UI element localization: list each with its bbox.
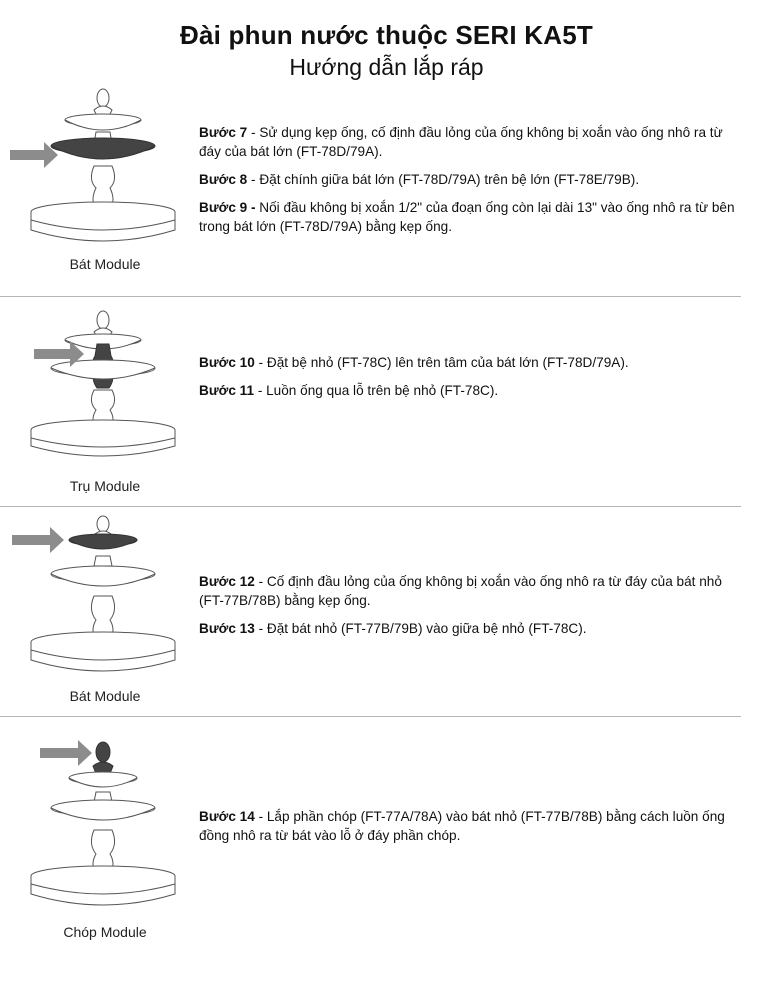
steps-list <box>199 353 744 409</box>
step-label: Bước 11 <box>199 383 255 398</box>
section-divider <box>0 716 741 717</box>
step-text: - Lắp phần chóp (FT-77A/78A) vào bát nhỏ (FT-77B/78B) bằng cách luồn ống đồng nhô ra từ bát vào lỗ ở đáy phần chóp. <box>199 809 725 843</box>
step-text: - Luồn ống qua lỗ trên bệ nhỏ (FT-78C). <box>254 383 499 398</box>
step-label: Bước 9 - <box>199 200 256 215</box>
step-item <box>199 807 744 845</box>
step-item <box>199 198 744 236</box>
step-label: Bước 14 <box>199 809 255 824</box>
fountain-illustration <box>8 306 188 466</box>
arrow-icon <box>12 527 64 553</box>
step-item <box>199 123 744 161</box>
steps-list <box>199 572 744 647</box>
step-item <box>199 619 744 638</box>
step-text: - Cố định đầu lỏng của ống không bị xoắn vào ống nhô ra từ đáy của bát nhỏ (FT-77B/78B) bằng kẹp ống. <box>199 574 722 608</box>
step-text: - Sử dụng kẹp ống, cố định đầu lỏng của ống không bị xoắn vào ống nhô ra từ đáy của bát lớn (FT-78D/79A). <box>199 125 723 159</box>
step-label: Bước 7 <box>199 125 248 140</box>
section-divider <box>0 296 741 297</box>
section-step-10-11 <box>0 306 773 504</box>
step-text: - Đặt bệ nhỏ (FT-78C) lên trên tâm của bát lớn (FT-78D/79A). <box>254 355 629 370</box>
fountain-illustration <box>8 80 188 252</box>
step-text: - Đặt chính giữa bát lớn (FT-78D/79A) trên bệ lớn (FT-78E/79B). <box>247 172 640 187</box>
module-caption: Bát Module <box>69 256 141 272</box>
arrow-icon <box>40 740 92 766</box>
step-text: - Đặt bát nhỏ (FT-77B/79B) vào giữa bệ nhỏ (FT-78C). <box>254 621 587 636</box>
fountain-illustration <box>8 514 188 684</box>
step-label: Bước 13 <box>199 621 255 636</box>
step-text: Nối đầu không bị xoắn 1/2" của đoạn ống còn lại dài 13" vào ống nhô ra từ bên trong bát lớn (FT-78D/79A) bằng kẹp ống. <box>199 200 735 234</box>
section-divider <box>0 506 741 507</box>
steps-list <box>199 123 744 245</box>
page-title: Đài phun nước thuộc SERI KA5T <box>180 20 593 50</box>
step-label: Bước 12 <box>199 574 255 589</box>
page-subtitle: Hướng dẫn lắp ráp <box>289 54 484 80</box>
step-item <box>199 572 744 610</box>
step-item <box>199 353 744 372</box>
steps-list <box>199 807 744 854</box>
section-step-12-13 <box>0 514 773 714</box>
step-item <box>199 381 744 400</box>
section-step-7-9 <box>0 80 773 295</box>
step-label: Bước 8 <box>199 172 248 187</box>
module-caption: Bát Module <box>69 688 141 704</box>
step-label: Bước 10 <box>199 355 255 370</box>
module-caption: Trụ Module <box>69 478 141 494</box>
step-item <box>199 170 744 189</box>
module-caption: Chóp Module <box>63 924 147 940</box>
section-step-14 <box>0 736 773 976</box>
fountain-illustration <box>8 736 188 916</box>
